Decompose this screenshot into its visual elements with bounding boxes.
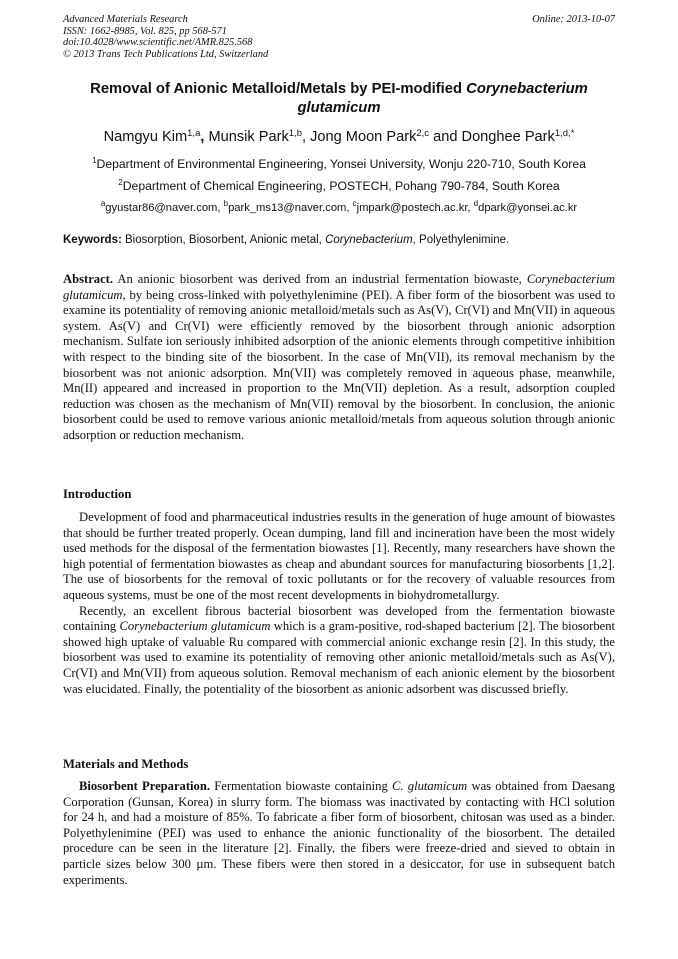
methods-body [63, 779, 615, 888]
keywords [63, 233, 615, 248]
affiliation-2 [63, 179, 615, 194]
title-main: Removal of Anionic Metalloid/Metals by PEI-modified [90, 81, 467, 97]
email-text: dpark@yonsei.ac.kr [478, 202, 578, 214]
email-text: gyustar86@naver.com, [105, 202, 224, 214]
email-sup: a [100, 199, 106, 208]
intro-p2-text-rest: which is a gram-positive, rod-shaped bacterium [2]. The biosorbent showed high uptake of valuable Ru compared with commercial anionic exchange resin [2]. In this study, the biosorbent was used to examine its potentiality of removing other anionic metalloid/metals such as As(V), Cr(VI) and Mn(VII) from aqueous solution. Removal mechanism of each anionic element by the biosorbent was elucidated. Finally, the potentiality of the biosorbent as anionic adsorbent was discussed briefly. [63, 619, 616, 696]
journal-copyright: © 2013 Trans Tech Publications Ltd, Switzerland [63, 48, 269, 60]
affiliation-sup: 2 [118, 178, 123, 187]
abstract-italic: Corynebacterium glutamicum [63, 272, 615, 302]
author-sup: 1,d,* [554, 128, 575, 139]
online-date: Online: 2013-10-07 [532, 14, 615, 25]
paper-title [63, 80, 615, 118]
introduction-body [63, 510, 615, 697]
email-text: jmpark@postech.ac.kr, [356, 202, 474, 214]
author-sep: , [301, 129, 311, 145]
keywords-label: Keywords: [63, 234, 122, 246]
email-text: park_ms13@naver.com, [228, 202, 353, 214]
journal-issn: ISSN: 1662-8985, Vol. 825, pp 568-571 [63, 25, 227, 37]
introduction-heading: Introduction [63, 487, 132, 501]
author-sep: , [200, 129, 209, 145]
methods-paragraph [63, 779, 615, 888]
journal-name: Advanced Materials Research [63, 14, 188, 25]
methods-heading: Materials and Methods [63, 757, 189, 771]
methods-text-rest: was obtained from Daesang Corporation (Gunsan, Korea) in slurry form. The biomass was inactivated by contacting with HCl solution for 24 h, and had a moisture of 85%. To fabricate a fiber form of biosorbent, chitosan was used as a binder. Polyethylenimine (PEI) was used to enhance the anionic functionality of the biosorbent. The detailed procedure can be seen in the literature [2]. Finally, the fibers were freeze-dried and sieved to obtain in particle sizes below 300 µm. These fibers were then stored in a desiccator, for use in subsequent batch experiments. [63, 779, 615, 887]
keywords-italic: Corynebacterium [325, 234, 413, 246]
affiliation-text: Department of Environmental Engineering, Yonsei University, Wonju 220-710, South Korea [96, 157, 586, 171]
abstract [63, 272, 615, 444]
introduction-paragraph-1: Development of food and pharmaceutical industries results in the generation of huge amount of biowastes that should be further treated properly. Ocean dumping, land fill and incineration have been the most widely used methods for the disposal of the fermentation biowastes [1]. Recently, many researchers have shown the high potential of fermentation biowastes as cheap and abundant sources for manufacturing biosorbents [1,2]. The use of biosorbents for the removal of toxic pollutants or for the recovery of valuable resources from aqueous systems, must be one of the most recent developments in biohydrometallurgy. [63, 510, 615, 602]
methods-lead: Biosorbent Preparation. [79, 779, 210, 793]
email-sup: c [352, 199, 357, 208]
abstract-text-rest: , by being cross-linked with polyethylenimine (PEI). A fiber form of the biosorbent was used to examine its potentiality of removing anionic metalloid/metals such as As(V), Cr(VI) and Mn(VII) in aqueous system. As(V) and Cr(VI) were efficiently removed by the biosorbent through anionic adsorption mechanism. Sulfate ion seriously inhibited adsorption of the anionic elements through competitive inhibition with respect to the binding site of the biosorbent. In the case of Mn(VII), its removal mechanism by the biosorbent was not anionic adsorption. Mn(VII) was completely removed in aqueous phase, meanwhile, Mn(II) appeared and increased in proportion to the Mn(VII) depletion. As a result, adsorption coupled reduction was chosen as the mechanism of Mn(VII) removal by the biosorbent. In conclusion, the anionic biosorbent could be used to remove various anionic metalloid/metals from aqueous solution through anionic adsorption or reduction mechanism. [63, 287, 615, 442]
journal-doi: doi:10.4028/www.scientific.net/AMR.825.568 [63, 37, 253, 49]
intro-p2-text: Recently, an excellent fibrous bacterial biosorbent was developed from the fermentation biowaste containing [63, 603, 615, 634]
email-sup: b [223, 199, 229, 208]
author-name: Namgyu Kim [103, 129, 188, 145]
author-name: Jong Moon Park [310, 129, 417, 145]
keywords-text: Biosorption, Biosorbent, Anionic metal, [121, 234, 326, 246]
journal-header [63, 14, 615, 60]
intro-p2-italic: Corynebacterium glutamicum [119, 619, 271, 634]
affiliation-sup: 1 [92, 156, 97, 165]
author-sup: 2,c [416, 128, 430, 139]
author-emails [63, 201, 615, 216]
author-sup: 1,b [288, 128, 302, 139]
author-sep: and [429, 129, 462, 145]
affiliation-text: Department of Chemical Engineering, POSTECH, Pohang 790-784, South Korea [122, 179, 560, 193]
email-sup: d [473, 199, 479, 208]
introduction-paragraph-2 [63, 604, 615, 698]
abstract-label: Abstract. [63, 272, 114, 286]
keywords-text-end: , Polyethylenimine. [412, 234, 510, 246]
author-list [63, 128, 615, 146]
title-italic: Corynebacterium glutamicum [297, 81, 588, 116]
abstract-text: An anionic biosorbent was derived from an industrial fermentation biowaste, [113, 272, 527, 286]
author-name: Donghee Park [461, 129, 555, 145]
author-name: Munsik Park [208, 129, 289, 145]
methods-italic: C. glutamicum [392, 779, 468, 793]
author-sup: 1,a [187, 128, 201, 139]
methods-text: Fermentation biowaste containing [209, 779, 392, 793]
affiliation-1 [63, 157, 615, 172]
